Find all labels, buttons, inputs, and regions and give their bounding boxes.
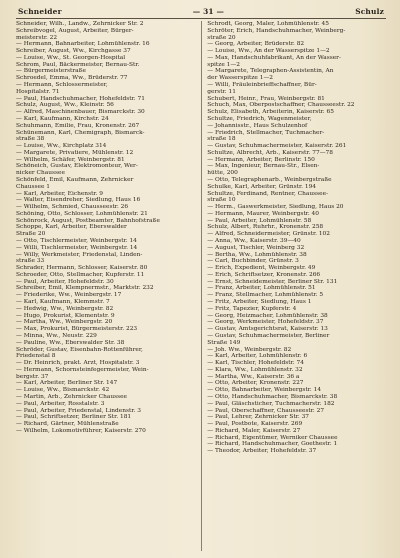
directory-entry: — Georg, Arbeiter, Brüderstr. 82 <box>207 41 305 48</box>
directory-entry: — Franz, Stellmacher, Lohmühlenstr. 5 <box>207 292 324 299</box>
directory-entry: Schneider, Wilh., Landw., Zehrnicker Str. 2 <box>16 21 144 27</box>
directory-entry: Schröder, Gustav, Eisenbahn-Rottenführer, <box>16 346 143 353</box>
right-column <box>207 21 386 551</box>
directory-entry: — Franz, Arbeiter, Lohmühlenstr. 51 <box>207 285 316 292</box>
directory-entry: — Georg, Heizmacher, Lohmühlenstr. 38 <box>207 312 328 319</box>
directory-entry: — Karl, Kaufmann, Kirchstr. 24 <box>16 115 109 122</box>
directory-entry: — Louise, Ww., St. Georgen-Hospital <box>16 54 126 61</box>
directory-entry: Schulz, August, Ww., Kleinstr. 56 <box>16 102 114 109</box>
directory-entry: — Paul, Arbeiter, Friedenstal, Lindenstr. 3 <box>16 407 141 414</box>
header-right-name: Schulz <box>355 7 384 16</box>
directory-entry: — Erich, Expedient, Weinbergstr. 49 <box>207 265 316 272</box>
directory-entry: — Margarete, Privatiere, Mühlenstr. 12 <box>16 149 134 156</box>
directory-entry: — Herm., Gaswerkmeister, Siedlung, Haus 20 <box>207 204 344 211</box>
directory-entry: Schreiber, Emil, Klempnermstr., Marktstr. 232 <box>16 285 154 292</box>
directory-entry: Schultze, Ferdinand, Rentner, Chaussee- <box>207 190 329 197</box>
directory-entry: Schulz, Elisabeth, Arbeiterin, Kaiserstr. 65 <box>207 109 334 116</box>
directory-entry: — Hermann, Bahnarbeiter, Lohmühlenstr. 16 <box>16 41 150 48</box>
page-number: — 31 — <box>192 7 225 16</box>
directory-entry: — Otto, Bahnarbeiter, Weinbergstr. 14 <box>207 387 322 394</box>
directory-entry: — Otto, Telegraphenarb., Weinbergstraße <box>207 176 332 183</box>
directory-entry: Schultze, Albrecht, Arb., Kaiserstr. 77—78 <box>207 149 333 156</box>
directory-entry: Schultze, Friedrich, Wagenmeister, <box>207 115 312 122</box>
directory-entry: — Richard, Eigentümer, Werniker Chaussee <box>207 434 338 441</box>
directory-entry: Schreiber, August, Ww., Kirchgasse 37 <box>16 48 131 55</box>
directory-entry: — Otto, Handschuhmacher, Bismarckstr. 38 <box>207 393 338 400</box>
directory-entry: — Hedwig, Ww., Weinbergstr. 82 <box>16 305 114 312</box>
directory-entry: straße 10 <box>207 197 236 204</box>
directory-entry: — Willy, Werkmeister, Friedenstal, Linden- <box>16 251 143 258</box>
directory-entry: — Bertha, Ww., Lohmühlenstr. 38 <box>207 251 307 258</box>
directory-entry: — Theodor, Arbeiter, Hohefeldstr. 37 <box>207 448 317 455</box>
directory-entry: Chaussee 1 <box>16 183 50 190</box>
directory-entry: Schöning, Otto, Schlosser, Lohmühlenstr. 21 <box>16 210 148 217</box>
directory-entry: — Richard, Handschuhmacher, Goethestr. 1 <box>207 441 338 448</box>
directory-entry: der Wasserspitze 1—2 <box>207 75 274 82</box>
directory-entry: Schulz, Albert, Ruhrhr., Kronenstr. 258 <box>207 224 324 231</box>
directory-entry: — Richard, Maler, Kaiserstr. 27 <box>207 427 301 434</box>
directory-entry: — Wilhelm, Lokomotivführer, Kaiserstr. 270 <box>16 427 146 434</box>
directory-entry: Schrader, Hermann, Schlosser, Kaiserstr. 80 <box>16 265 148 272</box>
directory-entry: spitze 1—2 <box>207 61 240 68</box>
directory-entry: — Max, Prokurist, Bürgermeisterstr. 223 <box>16 326 138 333</box>
directory-entry: — Martha, Ww., Weinbergstr. 20 <box>16 319 113 326</box>
directory-entry: — Johannisstr., Haus Schulzenhof <box>207 122 308 129</box>
directory-entry: — Wilhelm, Schäfer, Weinbergstr. 81 <box>16 156 125 163</box>
directory-entry: — Friederike, Ww., Weinbergstr. 17 <box>16 292 122 299</box>
directory-entry: bergstr. 37 <box>16 373 49 380</box>
directory-entry: — Bürgermeisterstraße <box>16 68 86 75</box>
directory-entry: — Paul, Handschuhmacher, Hohefeldstr. 71 <box>16 95 145 102</box>
directory-entry: — Paul, Lehrer, Zehrnicker Str. 37 <box>207 414 310 421</box>
directory-entry: — Georg, Werkmeister, Hohefeldstr. 37 <box>207 319 324 326</box>
directory-entry: Schroeder, Otto, Stellmacher, Kupferstr. 11 <box>16 271 145 278</box>
directory-entry: — Klara, Ww., Lohmühlenstr. 32 <box>207 366 303 373</box>
directory-entry: — Paul, Arbeiter, Lohmühlenstr. 58 <box>207 217 312 224</box>
directory-entry: Schöneich, Gustav, Elektromonteur, Wer- <box>16 163 138 170</box>
directory-entry: — Paul, Oberschaffner, Chausseestr. 27 <box>207 407 325 414</box>
directory-entry: — Paul, Gläschsticher, Tuchmacherstr. 182 <box>207 400 335 407</box>
directory-entry: — Louise, Ww., Kirchplatz 314 <box>16 143 107 150</box>
directory-entry: — Otto, Tischlermeister, Weinbergstr. 14 <box>16 238 137 244</box>
directory-entry: — Martha, Ww., Kaiserstr. 36 a <box>207 373 300 380</box>
directory-entry: — Karl, Tischler, Hohefeldstr. 74 <box>207 360 304 367</box>
directory-entry: — Louise, Ww., An der Wasserspitze 1—2 <box>207 48 330 55</box>
directory-entry: — Richard, Gärtner, Mühlenstraße <box>16 421 119 428</box>
directory-entry: — Ernst, Schneidemeister, Berliner Str. 131 <box>207 278 338 285</box>
directory-entry: — Karl, Arbeiter, Lohmühlenstr. 6 <box>207 353 308 360</box>
directory-entry: gerstr. 11 <box>207 88 236 95</box>
directory-entry: — Gustav, Amtsgerichtsrat, Kaiserstr. 13 <box>207 326 328 333</box>
directory-entry: — Pauline, Ww., Eberswalder Str. 38 <box>16 339 125 346</box>
directory-entry: — Hermann, Schlossermeister, <box>16 82 108 89</box>
directory-entry: Schrom, Paul, Bäckermeister, Bernau-Str. <box>16 61 140 68</box>
directory-entry: — Fritz, Arbeiter, Siedlung, Haus 1 <box>207 299 312 306</box>
directory-entry: — Paul, Schriftsetzer, Berliner Str. 181 <box>16 414 132 421</box>
directory-entry: Schrodt, Georg, Maler, Lohmühlenstr. 45 <box>207 21 329 27</box>
directory-entry: Hospitalstr. 71 <box>16 88 60 95</box>
directory-entry: — Wilhelm, Schmied, Chausseestr. 26 <box>16 204 129 211</box>
directory-entry: straße 33 <box>16 258 45 265</box>
directory-entry: nicker Chaussee <box>16 170 65 177</box>
directory-entry: Straße 20 <box>16 231 46 238</box>
directory-entry: straße 38 <box>16 136 45 143</box>
directory-entry: — Margarete, Telegraphen-Assistentin, An <box>207 68 334 75</box>
directory-entry: — Hugo, Prokurist, Klementstr. 9 <box>16 312 115 319</box>
directory-entry: — Carl, Buchbinder, Grünstr. 3 <box>207 258 299 265</box>
directory-entry: Schünemann, Karl, Chemigraph, Bismarck- <box>16 129 145 136</box>
directory-entry: — Karl, Arbeiter, Eichenstr. 9 <box>16 190 104 197</box>
directory-entry: Schönrock, August, Postbeamter, Bahnhofstraße <box>16 217 160 224</box>
columns <box>16 21 386 551</box>
directory-entry: — Gustav, Schuhmachermeister, Kaiserstr. 261 <box>207 143 347 150</box>
directory-entry: — Anna, Ww., Kaiserstr. 39—40 <box>207 238 301 244</box>
directory-entry: — Hermann, Schornsteinfegermeister, Wein- <box>16 366 149 373</box>
directory-entry: — Erich, Schriftsetzer, Kronenstr. 266 <box>207 271 321 278</box>
directory-entry: Schröter, Erich, Handschuhmacher, Weinberg- <box>207 27 346 34</box>
directory-entry: — August, Tischler, Weinberg 32 <box>207 244 305 251</box>
directory-entry: — Paul, Arbeiter, Rosstalstr. 3 <box>16 400 105 407</box>
directory-entry: — Louise, Ww., Bismarckstr. 42 <box>16 387 110 394</box>
directory-entry: Schulke, Karl, Arbeiter, Grünstr. 194 <box>207 183 317 190</box>
directory-entry: — Alfred, Maschinenbauer, Bismarckstr. 30 <box>16 109 145 116</box>
directory-entry: meisterstr. 22 <box>16 34 58 41</box>
header-left-name: Schneider <box>18 7 62 16</box>
directory-entry: — Max, Handschuhfabrikant, An der Wasser- <box>207 54 341 61</box>
directory-entry: — Gustav, Schuhmachermeister, Berliner <box>207 332 330 339</box>
column-divider <box>201 21 202 551</box>
directory-entry: — Max, Ingenieur, Bernau-Str., Elsen- <box>207 163 320 170</box>
directory-entry: Friedenstal 8 <box>16 353 56 360</box>
directory-entry: — Hermann, Arbeiter, Berlinstr. 150 <box>207 156 315 163</box>
directory-entry: Schoppe, Karl, Arbeiter, Eberswalder <box>16 224 127 231</box>
directory-entry: straße 18 <box>207 136 236 143</box>
directory-entry: — Fritz, Tapezier, Kupferstr. 4 <box>207 305 297 312</box>
directory-entry: Schreibvogel, August, Arbeiter, Bürger- <box>16 27 134 34</box>
directory-entry: Schönfeld, Emil, Kaufmann, Zehrnicker <box>16 176 134 183</box>
directory-entry: — Walter, Eisendreher, Siedlung, Haus 16 <box>16 197 141 204</box>
directory-entry: — Karl, Kaufmann, Klemmstr. 7 <box>16 299 110 306</box>
directory-entry: Schuch, Max, Oberpostschaffner, Chausseestr. 22 <box>207 102 355 109</box>
directory-entry: — Martin, Arb., Zehrnicker Chaussee <box>16 393 128 400</box>
directory-entry: — Willi, Tischlermeister, Weinbergstr. 14 <box>16 244 138 251</box>
directory-entry: hütte, 200 <box>207 170 238 177</box>
directory-entry: — Joh. Ww., Weinbergstr. 82 <box>207 346 292 353</box>
directory-entry: straße 20 <box>207 34 236 41</box>
directory-entry: — Otto, Arbeiter, Kronenstr. 227 <box>207 380 304 387</box>
directory-entry: Schuhmann, Emilie, Frau, Kronenstr. 267 <box>16 122 140 129</box>
directory-entry: — Paul, Postbote, Kaiserstr. 269 <box>207 421 303 428</box>
directory-entry: — Friedrich, Stellmacher, Tuchmacher- <box>207 129 325 136</box>
directory-entry: — Willi, Fräuleinbrieffschaffner, Bür- <box>207 82 317 89</box>
directory-entry: — Minna, Ww., Neustr. 229 <box>16 332 97 339</box>
directory-entry: Schubert, Heinr., Frau, Weinbergstr. 81 <box>207 95 325 102</box>
directory-entry: — Paul, Arbeiter, Hohefeldstr. 30 <box>16 278 114 285</box>
directory-entry: — Dr. Heinrich, prakt. Arzt, Hospitalstr. 3 <box>16 360 140 367</box>
directory-entry: Schroedel, Emma, Ww., Brüderstr. 77 <box>16 75 128 82</box>
running-head <box>16 7 386 19</box>
directory-entry: — Karl, Arbeiter, Berliner Str. 147 <box>16 380 118 387</box>
directory-entry: — Hermann, Maurer, Weinbergstr. 40 <box>207 210 319 217</box>
directory-entry: Straße 149 <box>207 339 241 346</box>
directory-entry: — Alfred, Schneidermeister, Grünstr. 102 <box>207 231 330 238</box>
left-column <box>16 21 195 551</box>
